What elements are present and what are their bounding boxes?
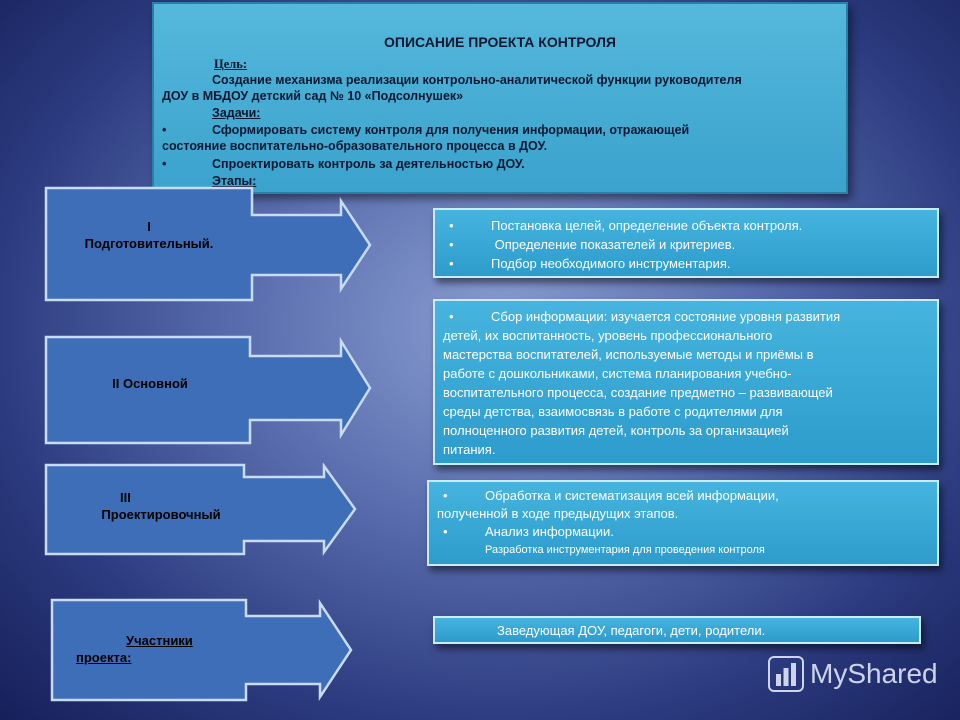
task-2: [162, 156, 525, 172]
list-item-text: Обработка и систематизация всей информации,: [485, 488, 779, 503]
bullet: •: [443, 524, 448, 539]
list-item-text: Анализ информации.: [485, 524, 614, 539]
text-line: воспитательного процесса, создание предметно – развивающей: [443, 385, 833, 400]
text-line: работе с дошкольниками, система планирования учебно-: [443, 366, 792, 381]
stage-4-title-2: проекта:: [76, 650, 132, 665]
list-item: [443, 235, 929, 254]
stage-2-title: II Основной: [112, 376, 188, 391]
list-item: [443, 216, 929, 235]
text-line: детей, их воспитанность, уровень профессионального: [443, 328, 773, 343]
stage-4-label: [76, 632, 236, 666]
stage-3-number: III: [120, 490, 131, 505]
text-line: питания.: [443, 442, 496, 457]
stage-2-label: [80, 375, 220, 392]
text-line: среды детства, взаимосвязь в работе с родителями для: [443, 404, 783, 419]
list-item: [437, 523, 929, 541]
stages-label: Этапы:: [212, 174, 257, 188]
description-title: ОПИСАНИЕ ПРОЕКТА КОНТРОЛЯ: [384, 34, 616, 50]
text-line: полноценного развития детей, контроль за организацией: [443, 423, 789, 438]
list-item-text: Подбор необходимого инструментария.: [491, 256, 731, 271]
stage-1-details-box: [433, 208, 939, 278]
text-line: [437, 541, 929, 559]
text-line-content: Сбор информации: изучается состояние уровня развития: [491, 309, 841, 324]
stage-3-details-box: [427, 480, 939, 566]
text-line: [443, 307, 929, 326]
list-item: [437, 487, 929, 505]
chart-bars-icon: [768, 656, 804, 692]
text-line: полученной в ходе предыдущих этапов.: [437, 506, 679, 521]
goal-text-line-2: ДОУ в МБДОУ детский сад № 10 «Подсолнушек»: [162, 89, 464, 103]
bullet: •: [449, 218, 454, 233]
bullet: •: [443, 488, 448, 503]
task-1-line-1: Сформировать систему контроля для получения информации, отражающей: [212, 123, 690, 137]
stage-1-label: [64, 218, 234, 252]
task-1-line-2: состояние воспитательно-образовательного процесса в ДОУ.: [162, 139, 548, 153]
watermark-text: MyShared: [810, 658, 938, 689]
stage-2-details-box: [433, 299, 939, 465]
stage-3-label: [76, 489, 246, 523]
goal-text-line-1: Создание механизма реализации контрольно-аналитической функции руководителя: [212, 73, 742, 87]
stage-1-number: I: [147, 219, 151, 234]
stage-4-title-1: Участники: [126, 633, 193, 648]
list-item-text: Постановка целей, определение объекта контроля.: [491, 218, 803, 233]
bullet: •: [449, 256, 454, 271]
stage-3-title: Проектировочный: [101, 507, 221, 522]
stage-1-title: Подготовительный.: [84, 236, 214, 251]
text-line: мастерства воспитателей, используемые методы и приёмы в: [443, 347, 814, 362]
bullet: •: [162, 123, 167, 137]
tasks-label: Задачи:: [212, 106, 261, 120]
goal-label: Цель:: [214, 57, 248, 71]
myshared-watermark: [768, 656, 938, 692]
participants-box: [433, 616, 921, 644]
text-line-content: Разработка инструментария для проведения контроля: [485, 544, 765, 556]
project-description-box: [152, 2, 848, 194]
bullet: •: [162, 157, 167, 171]
list-item-text: Определение показателей и критериев.: [491, 237, 736, 252]
task-1: [162, 122, 689, 138]
task-2-text: Спроектировать контроль за деятельностью ДОУ.: [212, 157, 525, 171]
bullet: •: [449, 237, 454, 252]
participants-text: [443, 621, 911, 640]
bullet: •: [449, 309, 454, 324]
list-item: [443, 254, 929, 273]
participants-text-content: Заведующая ДОУ, педагоги, дети, родители.: [497, 623, 766, 638]
